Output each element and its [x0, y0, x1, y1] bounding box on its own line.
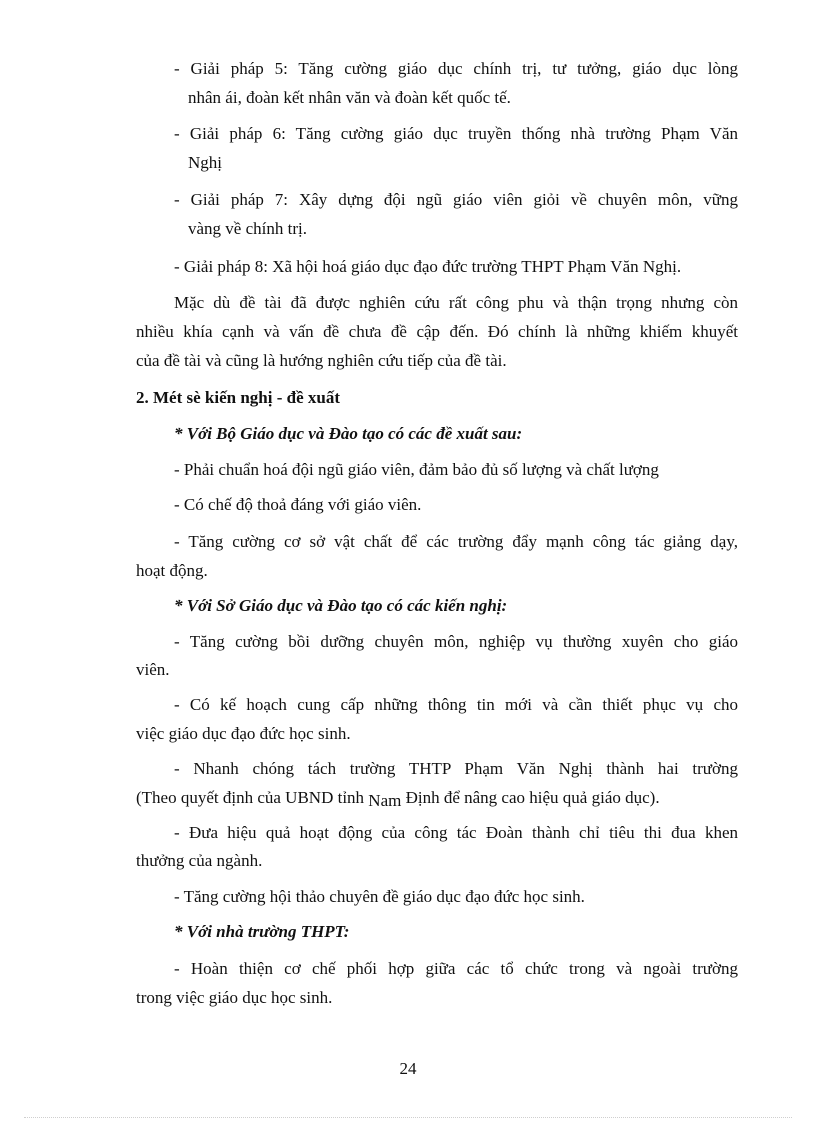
department-item-3-line-2	[136, 788, 660, 808]
department-item-1-line-2: viên.	[136, 660, 170, 679]
department-item-3-text-a: (Theo quyết định của UBND tỉnh	[136, 788, 369, 807]
school-item-1-line-2: trong việc giáo dục học sinh.	[136, 988, 333, 1007]
ministry-heading: * Với Bộ Giáo dục và Đào tạo có các đề xuất sau:	[174, 424, 523, 443]
solution-7-line-2: vàng về chính trị.	[188, 219, 307, 238]
department-heading: * Với Sở Giáo dục và Đào tạo có các kiến nghị:	[174, 596, 508, 615]
ministry-item-1: - Phải chuẩn hoá đội ngũ giáo viên, đảm bảo đủ số lượng và chất lượng	[174, 460, 659, 479]
department-item-1-line-1: - Tăng cường bồi dưỡng chuyên môn, nghiệp vụ thường xuyên cho giáo	[174, 632, 738, 651]
ministry-item-3-line-2: hoạt động.	[136, 561, 208, 580]
ministry-item-3-line-1: - Tăng cường cơ sở vật chất để các trường đẩy mạnh công tác giảng dạy,	[174, 532, 738, 551]
department-item-4-line-1: - Đưa hiệu quả hoạt động của công tác Đoàn thành chỉ tiêu thi đua khen	[174, 823, 738, 842]
conclusion-line-2: nhiều khía cạnh và vấn đề chưa đề cập đến. Đó chính là những khiếm khuyết	[136, 322, 738, 341]
section-2-heading: 2. Mét sè kiến nghị - đề xuất	[136, 388, 340, 407]
department-item-2-line-1: - Có kế hoạch cung cấp những thông tin mới và cần thiết phục vụ cho	[174, 695, 738, 714]
department-item-5: - Tăng cường hội thảo chuyên đề giáo dục đạo đức học sinh.	[174, 887, 585, 906]
department-item-3-line-1: - Nhanh chóng tách trường THTP Phạm Văn Nghị thành hai trường	[174, 759, 738, 778]
ministry-item-2: - Có chế độ thoả đáng với giáo viên.	[174, 495, 422, 514]
conclusion-line-1: Mặc dù đề tài đã được nghiên cứu rất công phu và thận trọng nhưng còn	[174, 293, 738, 312]
department-item-2-line-2: việc giáo dục đạo đức học sinh.	[136, 724, 351, 743]
conclusion-line-3: của đề tài và cũng là hướng nghiên cứu tiếp của đề tài.	[136, 351, 507, 370]
department-item-3-text-b: Định để nâng cao hiệu quả giáo dục).	[401, 788, 660, 807]
solution-6-line-2: Nghị	[188, 153, 222, 172]
department-item-4-line-2: thưởng của ngành.	[136, 851, 263, 870]
page-bottom-divider	[24, 1117, 792, 1118]
department-item-3-text-nam: Nam	[368, 791, 402, 810]
solution-6-line-1: - Giải pháp 6: Tăng cường giáo dục truyền thống nhà trường Phạm Văn	[174, 124, 738, 143]
solution-5-line-1: - Giải pháp 5: Tăng cường giáo dục chính trị, tư tưởng, giáo dục lòng	[174, 59, 738, 78]
solution-7-line-1: - Giải pháp 7: Xây dựng đội ngũ giáo viên giỏi về chuyên môn, vững	[174, 190, 738, 209]
page-number: 24	[399, 1059, 417, 1078]
solution-5-line-2: nhân ái, đoàn kết nhân văn và đoàn kết quốc tế.	[188, 88, 511, 107]
solution-8-line-1: - Giải pháp 8: Xã hội hoá giáo dục đạo đức trường THPT Phạm Văn Nghị.	[174, 257, 682, 276]
school-item-1-line-1: - Hoàn thiện cơ chế phối hợp giữa các tổ chức trong và ngoài trường	[174, 959, 738, 978]
school-heading: * Với nhà trường THPT:	[174, 922, 350, 941]
